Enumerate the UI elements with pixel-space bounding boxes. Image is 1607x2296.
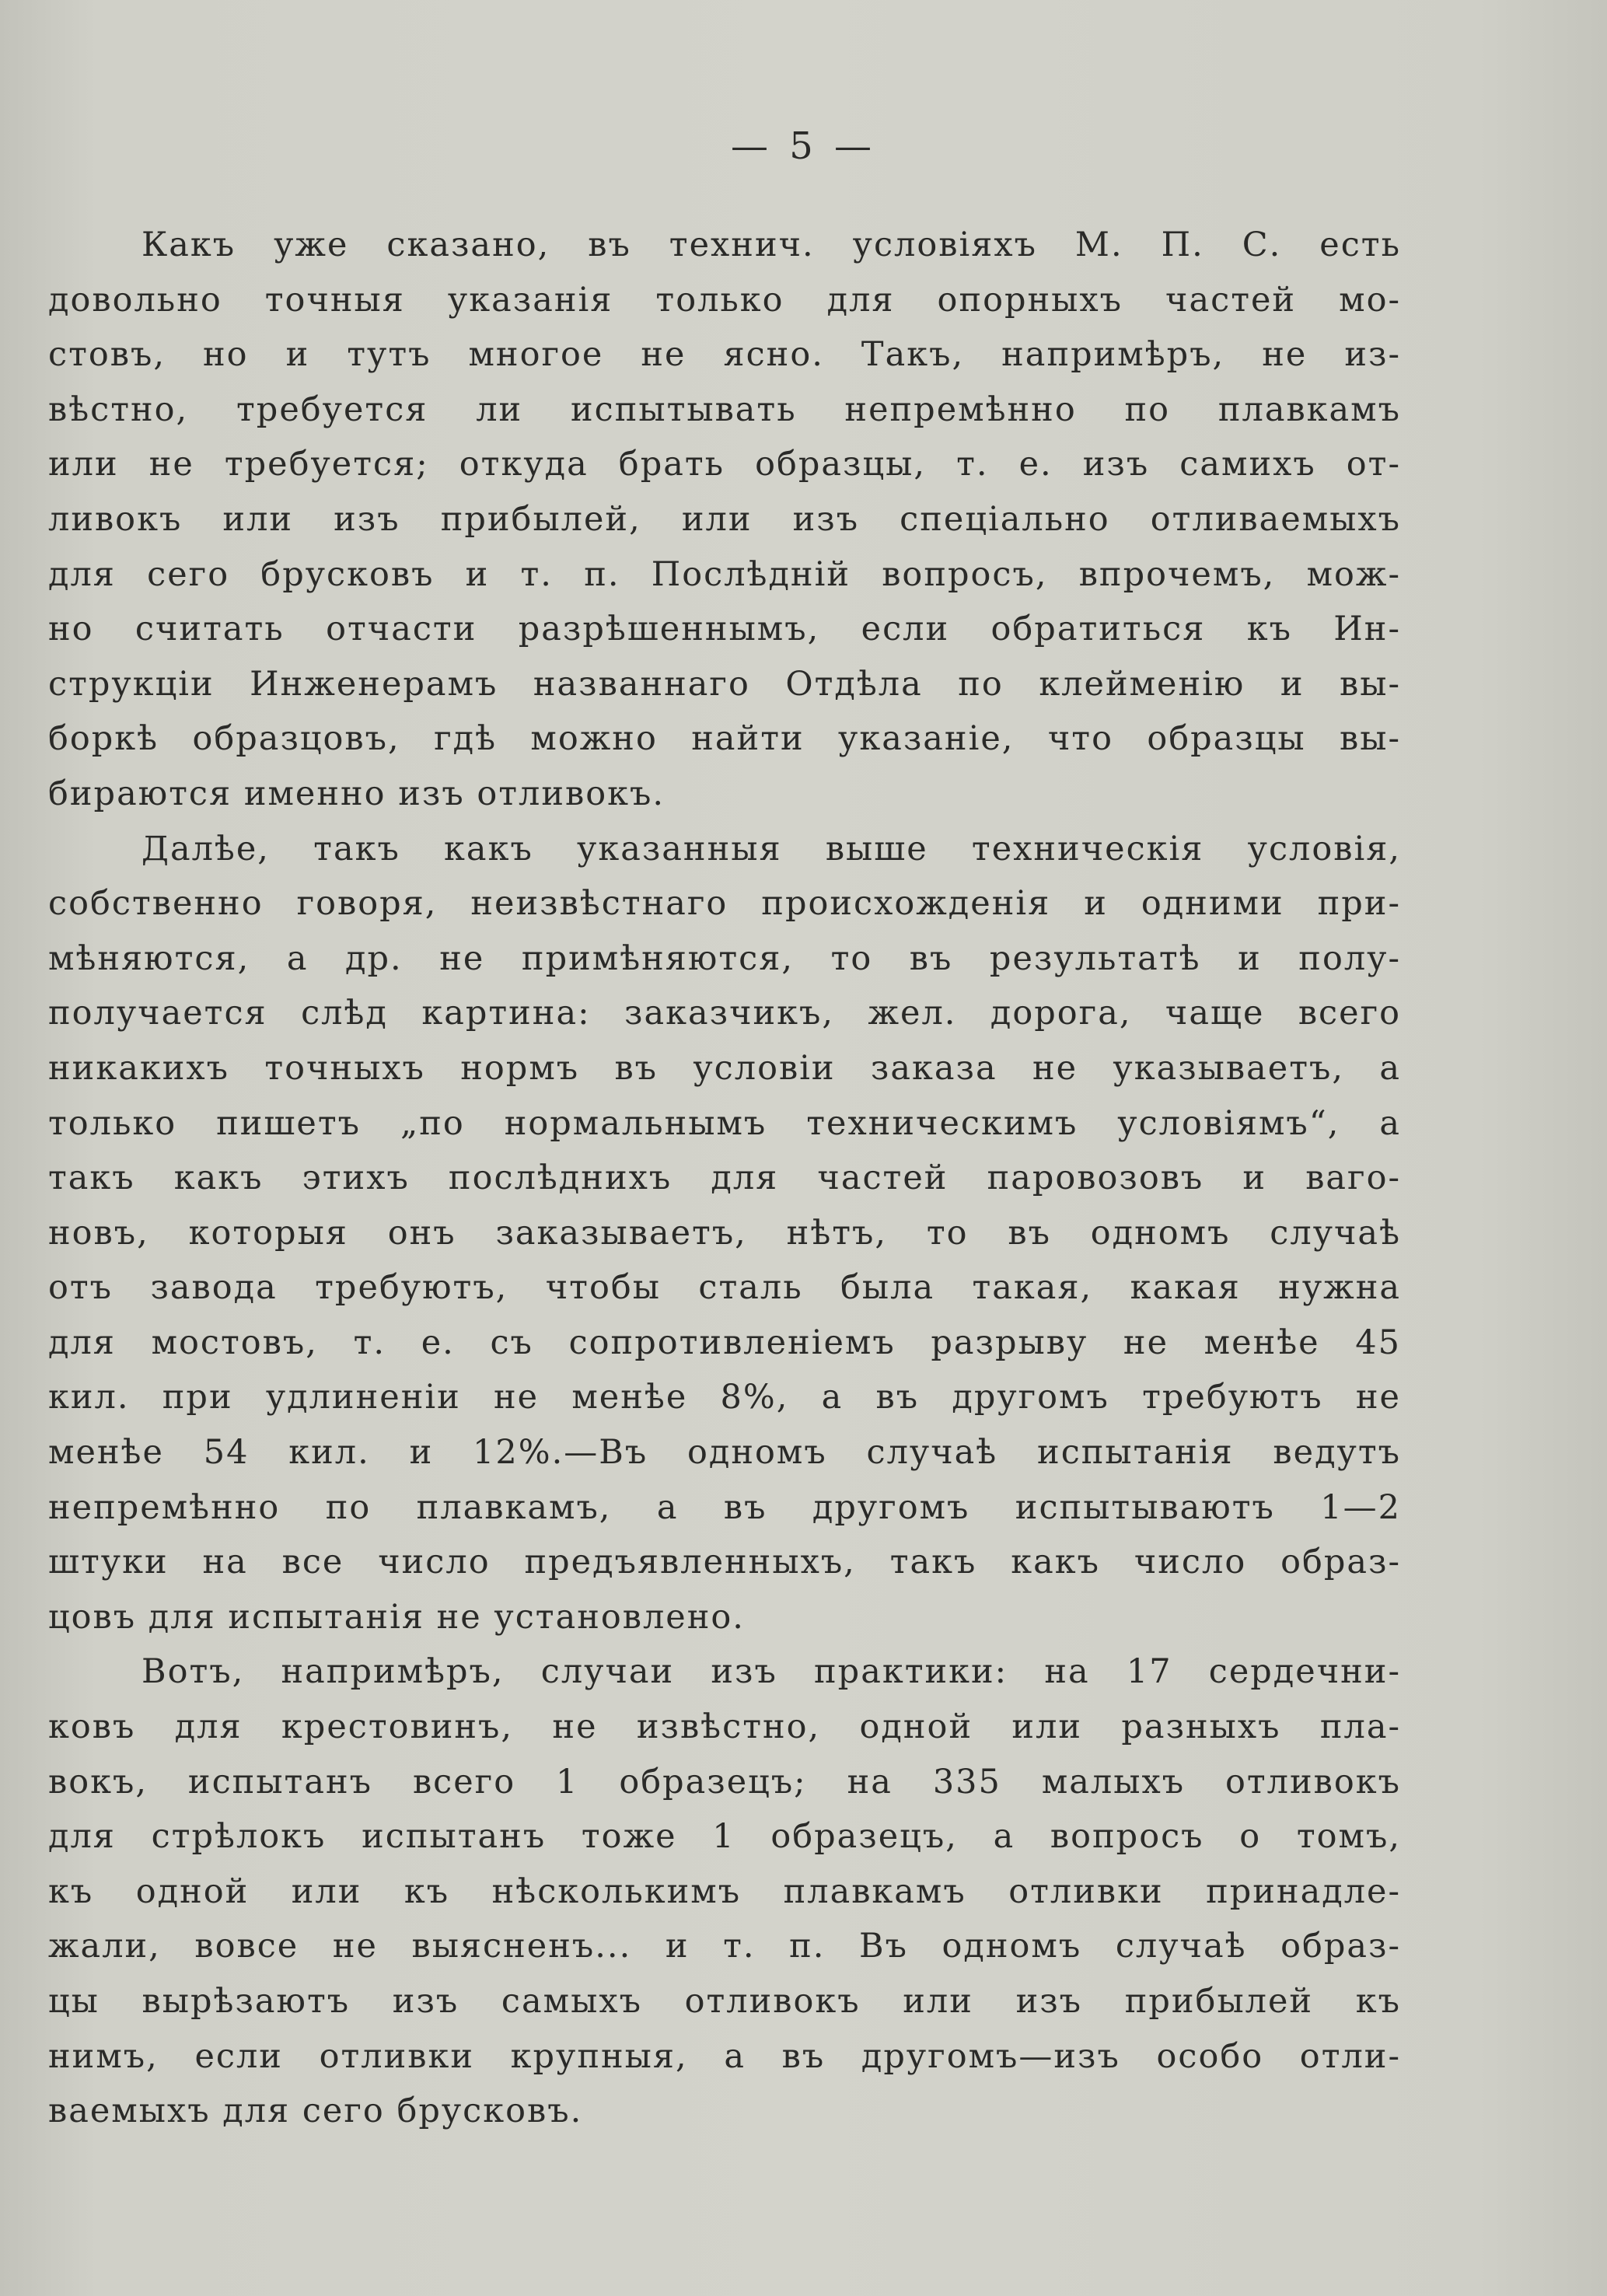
text-line: никакихъ точныхъ нормъ въ условiи заказа не указываетъ, а <box>48 1048 1401 1088</box>
text-line: менѣе 54 кил. и 12%.—Въ одномъ случаѣ испытанiя ведутъ <box>48 1433 1401 1473</box>
paragraph <box>48 218 1401 822</box>
text-line: для мостовъ, т. е. съ сопротивленiемъ разрыву не менѣе 45 <box>48 1323 1401 1362</box>
text-line: ливокъ или изъ прибылей, или изъ спецiально отливаемыхъ <box>48 499 1401 539</box>
text-line: бираются именно изъ отливокъ. <box>48 774 666 813</box>
text-line: кил. при удлиненiи не менѣе 8%, а въ другомъ требуютъ не <box>48 1378 1401 1417</box>
body-text <box>48 218 1401 2139</box>
text-line: мѣняются, а др. не примѣняются, то въ результатѣ и полу- <box>48 938 1401 978</box>
text-line: только пишетъ „по нормальнымъ техническимъ условiямъ“, а <box>48 1103 1401 1143</box>
text-line: непремѣнно по плавкамъ, а въ другомъ испытываютъ 1—2 <box>48 1487 1401 1527</box>
text-line: цы вырѣзаютъ изъ самыхъ отливокъ или изъ прибылей къ <box>48 1982 1401 2021</box>
text-line: собственно говоря, неизвѣстнаго происхожденiя и одними при- <box>48 884 1401 924</box>
text-line: нимъ, если отливки крупныя, а въ другомъ—изъ особо отли- <box>48 2036 1401 2076</box>
text-line: къ одной или къ нѣсколькимъ плавкамъ отливки принадле- <box>48 1871 1401 1911</box>
text-line: Какъ уже сказано, въ технич. условiяхъ М. П. С. есть <box>141 225 1401 264</box>
text-line: или не требуется; откуда брать образцы, т. е. изъ самихъ от- <box>48 445 1401 484</box>
paragraph <box>48 822 1401 1645</box>
text-line: новъ, которыя онъ заказываетъ, нѣтъ, то въ одномъ случаѣ <box>48 1213 1401 1253</box>
text-line: но считать отчасти разрѣшеннымъ, если обратиться къ Ин- <box>48 610 1401 649</box>
text-line: получается слѣд картина: заказчикъ, жел. дорога, чаще всего <box>48 994 1401 1033</box>
text-line: отъ завода требуютъ, чтобы сталь была такая, какая нужна <box>48 1268 1401 1308</box>
text-line: боркѣ образцовъ, гдѣ можно найти указанiе, что образцы вы- <box>48 719 1401 759</box>
text-line: стовъ, но и тутъ многое не ясно. Такъ, напримѣръ, не из- <box>48 335 1401 375</box>
text-line: довольно точныя указанiя только для опорныхъ частей мо- <box>48 280 1401 320</box>
page-number: — 5 — <box>730 124 877 168</box>
text-line: Далѣе, такъ какъ указанныя выше техническiя условiя, <box>141 829 1401 868</box>
text-line: для стрѣлокъ испытанъ тоже 1 образецъ, а вопросъ о томъ, <box>48 1817 1401 1857</box>
text-line: вѣстно, требуется ли испытывать непремѣнно по плавкамъ <box>48 390 1401 429</box>
text-line: такъ какъ этихъ послѣднихъ для частей паровозовъ и ваго- <box>48 1158 1401 1198</box>
text-line: Вотъ, напримѣръ, случаи изъ практики: на 17 сердечни- <box>141 1652 1401 1692</box>
text-line: для сего брусковъ и т. п. Послѣднiй вопросъ, впрочемъ, мож- <box>48 554 1401 594</box>
text-line: цовъ для испытанiя не установлено. <box>48 1597 745 1637</box>
text-line: струкцiи Инженерамъ названнаго Отдѣла по клейменiю и вы- <box>48 664 1401 704</box>
paragraph <box>48 1644 1401 2138</box>
text-line: вокъ, испытанъ всего 1 образецъ; на 335 малыхъ отливокъ <box>48 1762 1401 1802</box>
text-line: штуки на все число предъявленныхъ, такъ какъ число образ- <box>48 1543 1401 1582</box>
text-line: жали, вовсе не выясненъ... и т. п. Въ одномъ случаѣ образ- <box>48 1927 1401 1966</box>
text-line: ковъ для крестовинъ, не извѣстно, одной или разныхъ пла- <box>48 1707 1401 1747</box>
text-line: ваемыхъ для сего брусковъ. <box>48 2092 583 2131</box>
